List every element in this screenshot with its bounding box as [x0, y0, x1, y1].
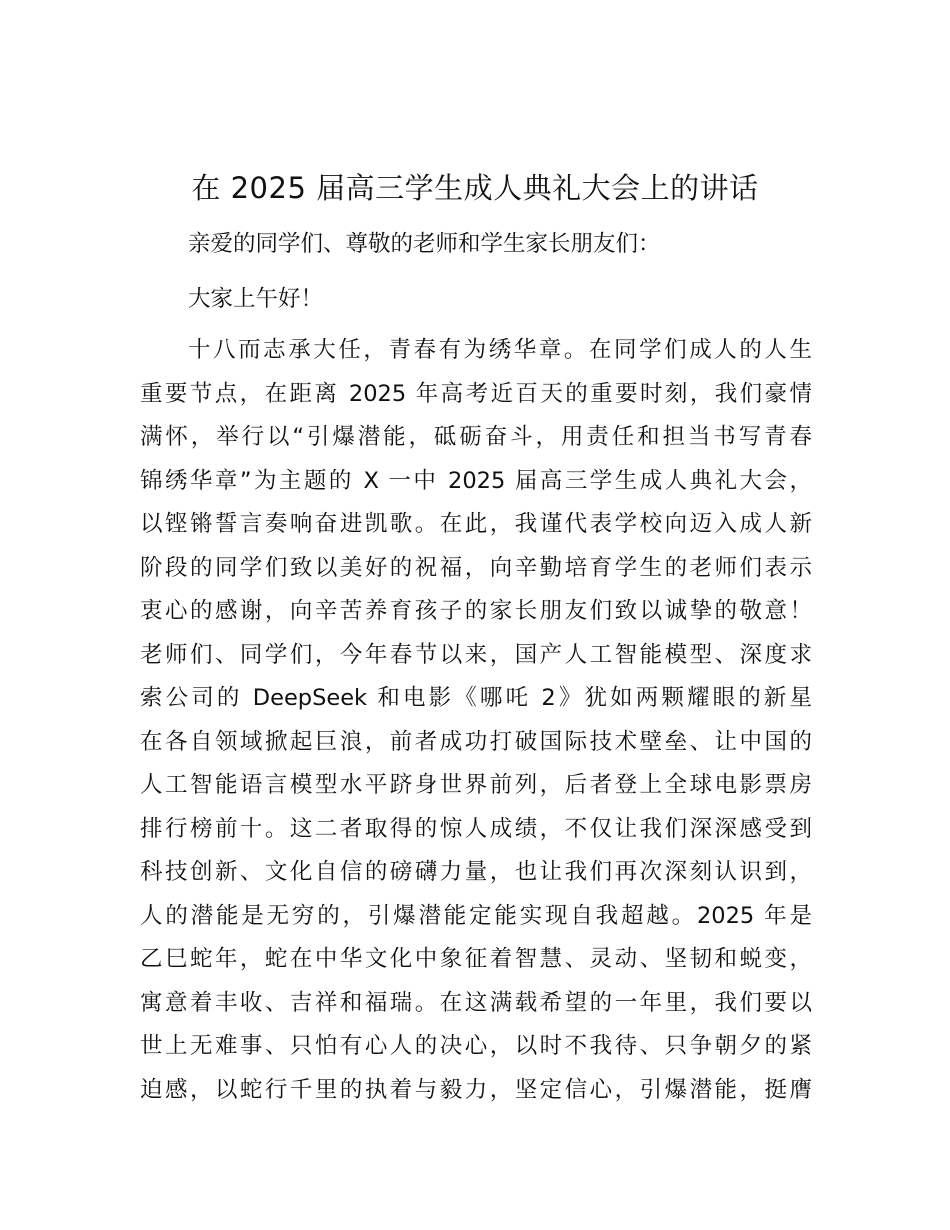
body-line: 十八而志承大任，青春有为绣华章。在同学们成人的人生	[188, 337, 812, 363]
body-line: 迫感，以蛇行千里的执着与毅力，坚定信心，引爆潜能，挺膺	[140, 1077, 812, 1103]
body-line: 世上无难事、只怕有心人的决心，以时不我待、只争朝夕的紧	[140, 1033, 812, 1059]
body-line: 科技创新、文化自信的磅礴力量，也让我们再次深刻认识到，	[140, 859, 812, 885]
body-line: 锦绣华章”为主题的 X 一中 2025 届高三学生成人典礼大会，	[140, 468, 812, 494]
body-line: 寓意着丰收、吉祥和福瑞。在这满载希望的一年里，我们要以	[140, 990, 812, 1016]
salutation: 亲爱的同学们、尊敬的老师和学生家长朋友们：	[188, 231, 661, 257]
body-line: 老师们、同学们，今年春节以来，国产人工智能模型、深度求	[140, 642, 812, 668]
body-line: 索公司的 DeepSeek 和电影《哪吒 2》犹如两颗耀眼的新星	[140, 685, 812, 711]
body-line: 以铿锵誓言奏响奋进凯歌。在此，我谨代表学校向迈入成人新	[140, 511, 812, 537]
body-line: 排行榜前十。这二者取得的惊人成绩，不仅让我们深深感受到	[140, 816, 812, 842]
greeting: 大家上午好！	[188, 286, 324, 312]
body-line: 阶段的同学们致以美好的祝福，向辛勤培育学生的老师们表示	[140, 555, 812, 581]
body-line: 人工智能语言模型水平跻身世界前列，后者登上全球电影票房	[140, 772, 812, 798]
body-line: 人的潜能是无穷的，引爆潜能定能实现自我超越。2025 年是	[140, 903, 812, 929]
body-line: 在各自领域掀起巨浪，前者成功打破国际技术壁垒、让中国的	[140, 729, 812, 755]
body-line: 重要节点，在距离 2025 年高考近百天的重要时刻，我们豪情	[140, 381, 812, 407]
document-title: 在 2025 届高三学生成人典礼大会上的讲话	[191, 171, 759, 205]
body-line: 衷心的感谢，向辛苦养育孩子的家长朋友们致以诚挚的敬意！	[140, 598, 812, 624]
body-line: 满怀，举行以“引爆潜能，砥砺奋斗，用责任和担当书写青春	[140, 424, 812, 450]
body-line: 乙巳蛇年，蛇在中华文化中象征着智慧、灵动、坚韧和蜕变，	[140, 946, 812, 972]
